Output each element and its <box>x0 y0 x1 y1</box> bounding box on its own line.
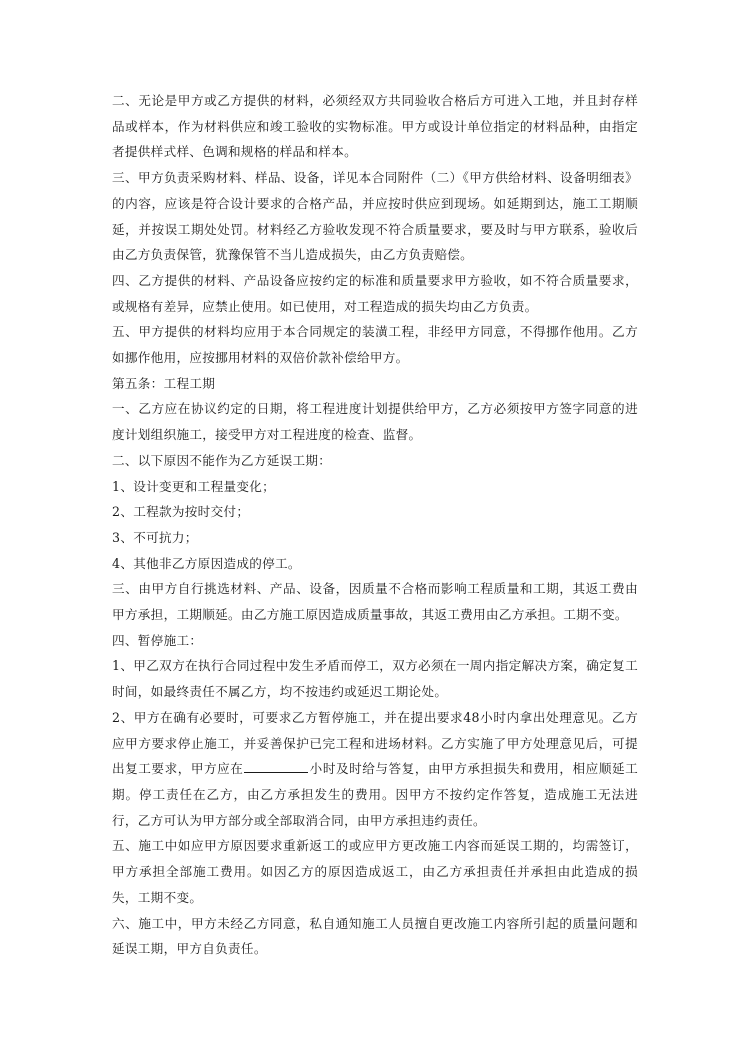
paragraph-suspension-heading: 四、暂停施工： <box>112 632 203 648</box>
suspension-text-after: 小时及时给与答复，由甲方承担损失和费用，相应顺延工期。停工责任在乙方，由乙方承担发生的费用。因甲方不按约定作答复，造成施工无法进行，乙方可认为甲方部分或全部取消合同，由甲方承担违约责任。 <box>112 761 639 828</box>
document-body <box>112 88 638 962</box>
section-heading-schedule: 第五条：工程工期 <box>112 375 216 391</box>
paragraph-suspension-request <box>112 705 638 834</box>
paragraph-party-b-materials: 四、乙方提供的材料、产品设备应按约定的标准和质量要求甲方验收，如不符合质量要求，或规格有差异，应禁止使用。如已使用，对工程造成的损失均由乙方负责。 <box>112 272 638 314</box>
paragraph-unauthorized-change: 六、施工中，甲方未经乙方同意，私自通知施工人员擅自更改施工内容所引起的质量问题和延误工期，甲方自负责任。 <box>112 915 638 957</box>
paragraph-quality-rework: 三、由甲方自行挑选材料、产品、设备，因质量不合格而影响工程质量和工期，其返工费由甲方承担，工期顺延。由乙方施工原因造成质量事故，其返工费用由乙方承担。工期不变。 <box>112 581 638 623</box>
paragraph-rework-cost: 五、施工中如应甲方原因要求重新返工的或应甲方更改施工内容而延误工期的，均需签订，甲方承担全部施工费用。如因乙方的原因造成返工，由乙方承担责任并承担由此造成的损失，工期不变。 <box>112 838 638 905</box>
suspension-text-before: 2、甲方在确有必要时，可要求乙方暂停施工，并在提出要求48小时内拿出处理意见。乙方应甲方要求停止施工，并妥善保护已完工程和进场材料。乙方实施了甲方处理意见后，可提出复工要求，甲方应在 <box>112 709 638 777</box>
hours-blank-field <box>244 759 308 773</box>
paragraph-material-usage: 五、甲方提供的材料均应用于本合同规定的装潢工程，非经甲方同意，不得挪作他用。乙方如挪作他用，应按挪用材料的双倍价款补偿给甲方。 <box>112 324 638 366</box>
list-item-payment: 2、工程款为按时交付； <box>112 504 250 520</box>
paragraph-party-a-purchase: 三、甲方负责采购材料、样品、设备，详见本合同附件（二）《甲方供给材料、设备明细表》的内容，应该是符合设计要求的合格产品，并应按时供应到现场。如延期到达，施工工期顺延，并按误工期处处罚。材料经乙方验收发现不符合质量要求，要及时与甲方联系，验收后由乙方负责保管，犹豫保管不当儿造成损失，由乙方负责赔偿。 <box>112 170 638 263</box>
paragraph-dispute-stoppage: 1、甲乙双方在执行合同过程中发生矛盾而停工，双方必须在一周内指定解决方案，确定复工时间，如最终责任不属乙方，均不按违约或延迟工期论处。 <box>112 658 638 700</box>
list-item-design-change: 1、设计变更和工程量变化； <box>112 478 276 494</box>
paragraph-material-inspection: 二、无论是甲方或乙方提供的材料，必须经双方共同验收合格后方可进入工地，并且封存样品或样本，作为材料供应和竣工验收的实物标准。甲方或设计单位指定的材料品种，由指定者提供样式样、色调和规格的样品和样本。 <box>112 93 638 160</box>
list-item-force-majeure: 3、不可抗力； <box>112 529 198 545</box>
paragraph-schedule-plan: 一、乙方应在协议约定的日期，将工程进度计划提供给甲方，乙方必须按甲方签字同意的进度计划组织施工，接受甲方对工程进度的检查、监督。 <box>112 401 638 443</box>
list-item-other-causes: 4、其他非乙方原因造成的停工。 <box>112 555 301 571</box>
paragraph-delay-reasons: 二、以下原因不能作为乙方延误工期： <box>112 452 332 468</box>
